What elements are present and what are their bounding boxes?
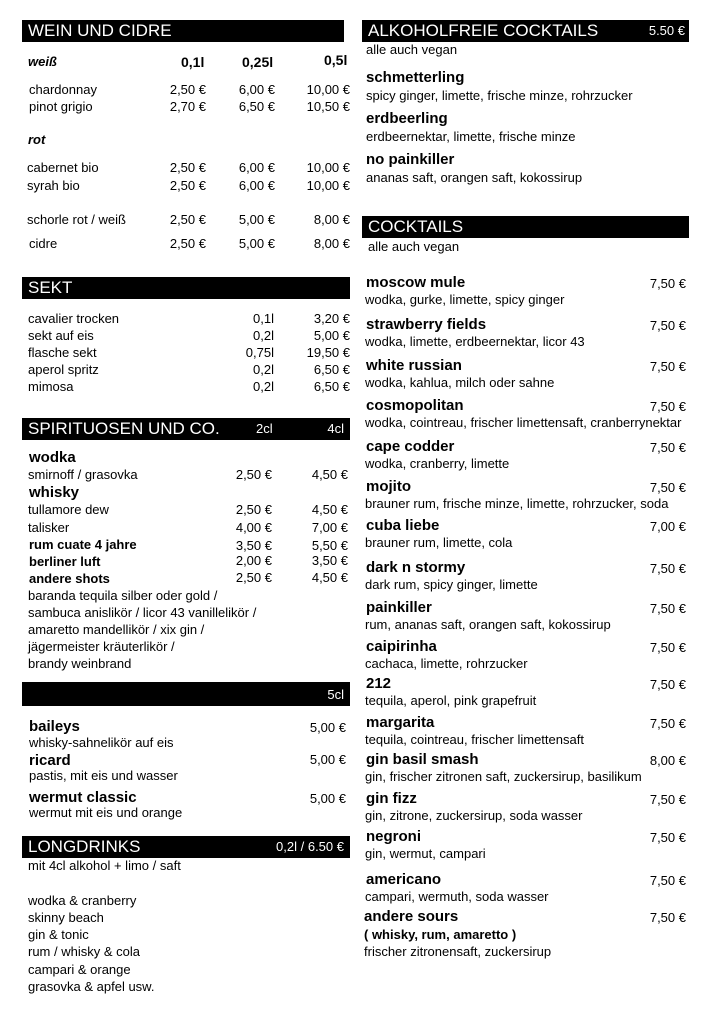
longdrink-item: rum / whisky & cola [28,944,140,959]
wine-row [0,212,350,228]
wine-price-01: 2,50 € [169,212,206,227]
cocktail-desc: brauner rum, limette, cola [365,535,513,550]
cocktail-desc: frischer zitronensaft, zuckersirup [364,944,552,959]
wine-price-025: 6,00 € [238,160,275,175]
shots-list-line: amaretto mandellikör / xix gin / [28,622,205,637]
longdrink-item: wodka & cranberry [28,893,137,908]
cocktail-name: margarita [366,714,435,731]
cocktail-desc: wodka, cointreau, frischer limettensaft, cranberrynektar [365,415,682,430]
alkfrei-sub: alle auch vegan [366,42,458,57]
spirit-row [0,570,350,586]
longdrinks-title: LONGDRINKS [28,837,141,856]
cocktail-name: mojito [366,478,411,495]
wine-row [0,160,350,176]
sekt-size: 0,2l [253,379,274,394]
alkfrei-desc: ananas saft, orangen saft, kokossirup [366,170,583,185]
spirit-price-2cl: 2,50 € [235,570,272,585]
sekt-row [0,311,350,327]
wodka-heading: wodka [29,449,76,466]
cocktails-header-bar [362,216,689,238]
wine-price-05: 8,00 € [313,212,350,227]
longdrink-item: campari & orange [28,962,131,977]
cocktail-desc: gin, frischer zitronen saft, zuckersirup, basilikum [365,769,642,784]
cocktail-desc: wodka, cranberry, limette [365,456,510,471]
wine-row [0,82,350,98]
sekt-price: 6,50 € [313,362,350,377]
cocktail-desc: wodka, limette, erdbeernektar, licor 43 [365,334,585,349]
longdrink-item: skinny beach [28,910,104,925]
cocktail-price: 7,50 € [649,561,686,576]
wine-name: syrah bio [27,178,80,193]
cocktail-price: 7,50 € [649,792,686,807]
likoer-desc: whisky-sahnelikör auf eis [29,735,174,750]
cocktail-desc: gin, zitrone, zuckersirup, soda wasser [365,808,583,823]
likoer-col-5cl: 5cl [327,687,344,702]
cocktail-desc: tequila, aperol, pink grapefruit [365,693,537,708]
wine-price-025: 5,00 € [238,236,275,251]
spirit-price-2cl: 4,00 € [235,520,272,535]
likoer-name: ricard [29,752,71,769]
sekt-name: flasche sekt [28,345,97,360]
wine-price-025: 6,00 € [238,82,275,97]
shots-list-line: brandy weinbrand [28,656,132,671]
cocktail-price: 7,50 € [649,716,686,731]
spirit-row [0,502,350,518]
wine-name: cabernet bio [27,160,99,175]
likoer-desc: pastis, mit eis und wasser [29,768,178,783]
cocktails-sub: alle auch vegan [368,239,460,254]
size-01: 0,1l [181,54,205,70]
cocktail-price: 8,00 € [649,753,686,768]
wine-name: chardonnay [29,82,97,97]
spirit-price-4cl: 7,00 € [311,520,348,535]
likoer-desc: wermut mit eis und orange [29,805,183,820]
sekt-row [0,345,350,361]
spirit-price-2cl: 2,50 € [235,467,272,482]
cocktail-name: moscow mule [366,274,466,291]
sekt-price: 5,00 € [313,328,350,343]
spirit-name: andere shots [29,571,110,586]
spirit-name: berliner luft [29,554,101,569]
longdrinks-header-bar [22,836,350,858]
sekt-price: 19,50 € [306,345,350,360]
sekt-row [0,328,350,344]
longdrinks-sub: mit 4cl alkohol + limo / saft [28,858,181,873]
cocktail-price: 7,50 € [649,830,686,845]
cocktail-price: 7,50 € [649,640,686,655]
cocktail-name: dark n stormy [366,559,466,576]
spirit-header-bar [22,418,350,440]
shots-list-line: baranda tequila silber oder gold / [28,588,218,603]
cocktail-price: 7,50 € [649,910,686,925]
cocktail-price: 7,50 € [649,677,686,692]
sekt-name: cavalier trocken [28,311,120,326]
cocktail-price: 7,50 € [649,440,686,455]
sekt-size: 0,1l [253,311,274,326]
size-025: 0,25l [242,54,274,70]
alkfrei-header-bar [362,20,689,42]
alkfrei-name: erdbeerling [366,110,448,127]
size-05: 0,5l [324,52,348,68]
alkfrei-price: 5.50 € [648,23,685,38]
sekt-name: aperol spritz [28,362,99,377]
wine-price-05: 10,00 € [306,178,350,193]
wine-price-01: 2,50 € [169,82,206,97]
sekt-title: SEKT [28,278,73,297]
spirit-row [0,553,350,569]
likoer-price: 5,00 € [309,752,346,767]
sekt-price: 3,20 € [313,311,350,326]
sekt-size: 0,2l [253,362,274,377]
wine-name: pinot grigio [29,99,93,114]
wine-price-025: 6,00 € [238,178,275,193]
wine-row [0,99,350,115]
spirit-price-4cl: 3,50 € [311,553,348,568]
cocktail-name: 212 [366,675,392,692]
sekt-header-bar [22,277,350,299]
cocktail-desc: wodka, kahlua, milch oder sahne [365,375,555,390]
cocktail-price: 7,50 € [649,873,686,888]
spirit-row [0,520,350,536]
wine-price-025: 5,00 € [238,212,275,227]
cocktail-desc: dark rum, spicy ginger, limette [365,577,538,592]
spirit-price-2cl: 2,00 € [235,553,272,568]
cocktail-desc: tequila, cointreau, frischer limettensaft [365,732,584,747]
wine-row [0,236,350,252]
cocktail-desc: rum, ananas saft, orangen saft, kokossirup [365,617,611,632]
weiss-label: weiß [28,54,57,69]
wine-name: cidre [29,236,58,251]
sekt-name: mimosa [28,379,74,394]
cocktail-name: cosmopolitan [366,397,464,414]
cocktail-name: gin fizz [366,790,417,807]
sekt-price: 6,50 € [313,379,350,394]
wine-price-05: 10,50 € [306,99,350,114]
spirit-price-4cl: 4,50 € [311,570,348,585]
cocktail-price: 7,50 € [649,480,686,495]
spirit-price-4cl: 4,50 € [311,467,348,482]
cocktail-name: painkiller [366,599,432,616]
cocktail-name: strawberry fields [366,316,487,333]
cocktails-title: COCKTAILS [368,217,464,236]
cocktail-name: andere sours [364,908,459,925]
wine-price-01: 2,50 € [169,178,206,193]
sekt-size: 0,75l [245,345,274,360]
spirit-name: smirnoff / grasovka [28,467,138,482]
wine-price-05: 10,00 € [306,160,350,175]
alkfrei-desc: erdbeernektar, limette, frische minze [366,129,576,144]
sekt-row [0,379,350,395]
spirit-name: rum cuate 4 jahre [29,537,137,552]
whisky-heading: whisky [29,484,80,501]
spirit-col-4cl: 4cl [327,421,344,436]
cocktail-desc: brauner rum, frische minze, limette, rohrzucker, soda [365,496,669,511]
spirit-name: tullamore dew [28,502,109,517]
cocktail-price: 7,50 € [649,276,686,291]
cocktail-price: 7,50 € [649,399,686,414]
likoer-price: 5,00 € [309,791,346,806]
spirit-name: talisker [28,520,70,535]
longdrink-item: grasovka & apfel usw. [28,979,155,994]
cocktail-desc: gin, wermut, campari [365,846,486,861]
spirit-price-4cl: 5,50 € [311,538,348,553]
cocktail-desc: campari, wermuth, soda wasser [365,889,549,904]
wine-price-01: 2,70 € [169,99,206,114]
wein-header-bar [22,20,344,42]
spirit-price-2cl: 3,50 € [235,538,272,553]
sekt-row [0,362,350,378]
cocktail-name: cuba liebe [366,517,440,534]
alkfrei-title: ALKOHOLFREIE COCKTAILS [368,21,599,40]
cocktail-price: 7,50 € [649,359,686,374]
longdrinks-price: 0,2l / 6.50 € [276,839,344,854]
rot-label: rot [28,132,46,147]
cocktail-price: 7,50 € [649,318,686,333]
cocktail-name: cape codder [366,438,455,455]
alkfrei-name: no painkiller [366,151,455,168]
longdrink-item: gin & tonic [28,927,89,942]
cocktail-desc: cachaca, limette, rohrzucker [365,656,528,671]
cocktail-name: negroni [366,828,421,845]
cocktail-name: americano [366,871,442,888]
cocktail-price: 7,00 € [649,519,686,534]
wine-price-01: 2,50 € [169,160,206,175]
wein-title: WEIN UND CIDRE [28,21,172,40]
cocktail-subline: ( whisky, rum, amaretto ) [364,927,517,942]
wine-name: schorle rot / weiß [27,212,126,227]
spirit-title: SPIRITUOSEN UND CO. [28,419,220,438]
sekt-name: sekt auf eis [28,328,94,343]
sekt-size: 0,2l [253,328,274,343]
cocktail-price: 7,50 € [649,601,686,616]
likoer-header-bar [22,682,350,706]
wine-row [0,178,350,194]
wine-price-01: 2,50 € [169,236,206,251]
cocktail-name: white russian [366,357,462,374]
cocktail-name: gin basil smash [366,751,479,768]
cocktail-name: caipirinha [366,638,437,655]
spirit-row [0,536,350,552]
likoer-name: baileys [29,718,80,735]
likoer-name: wermut classic [29,789,137,806]
wine-price-025: 6,50 € [238,99,275,114]
spirit-price-4cl: 4,50 € [311,502,348,517]
spirit-row [0,467,350,483]
wine-price-05: 8,00 € [313,236,350,251]
spirit-price-2cl: 2,50 € [235,502,272,517]
alkfrei-desc: spicy ginger, limette, frische minze, rohrzucker [366,88,633,103]
cocktail-desc: wodka, gurke, limette, spicy ginger [365,292,565,307]
shots-list-line: sambuca anislikör / licor 43 vanillelikör / [28,605,257,620]
shots-list-line: jägermeister kräuterlikör / [28,639,175,654]
wine-price-05: 10,00 € [306,82,350,97]
alkfrei-name: schmetterling [366,69,465,86]
likoer-price: 5,00 € [309,720,346,735]
spirit-col-2cl: 2cl [256,421,273,436]
